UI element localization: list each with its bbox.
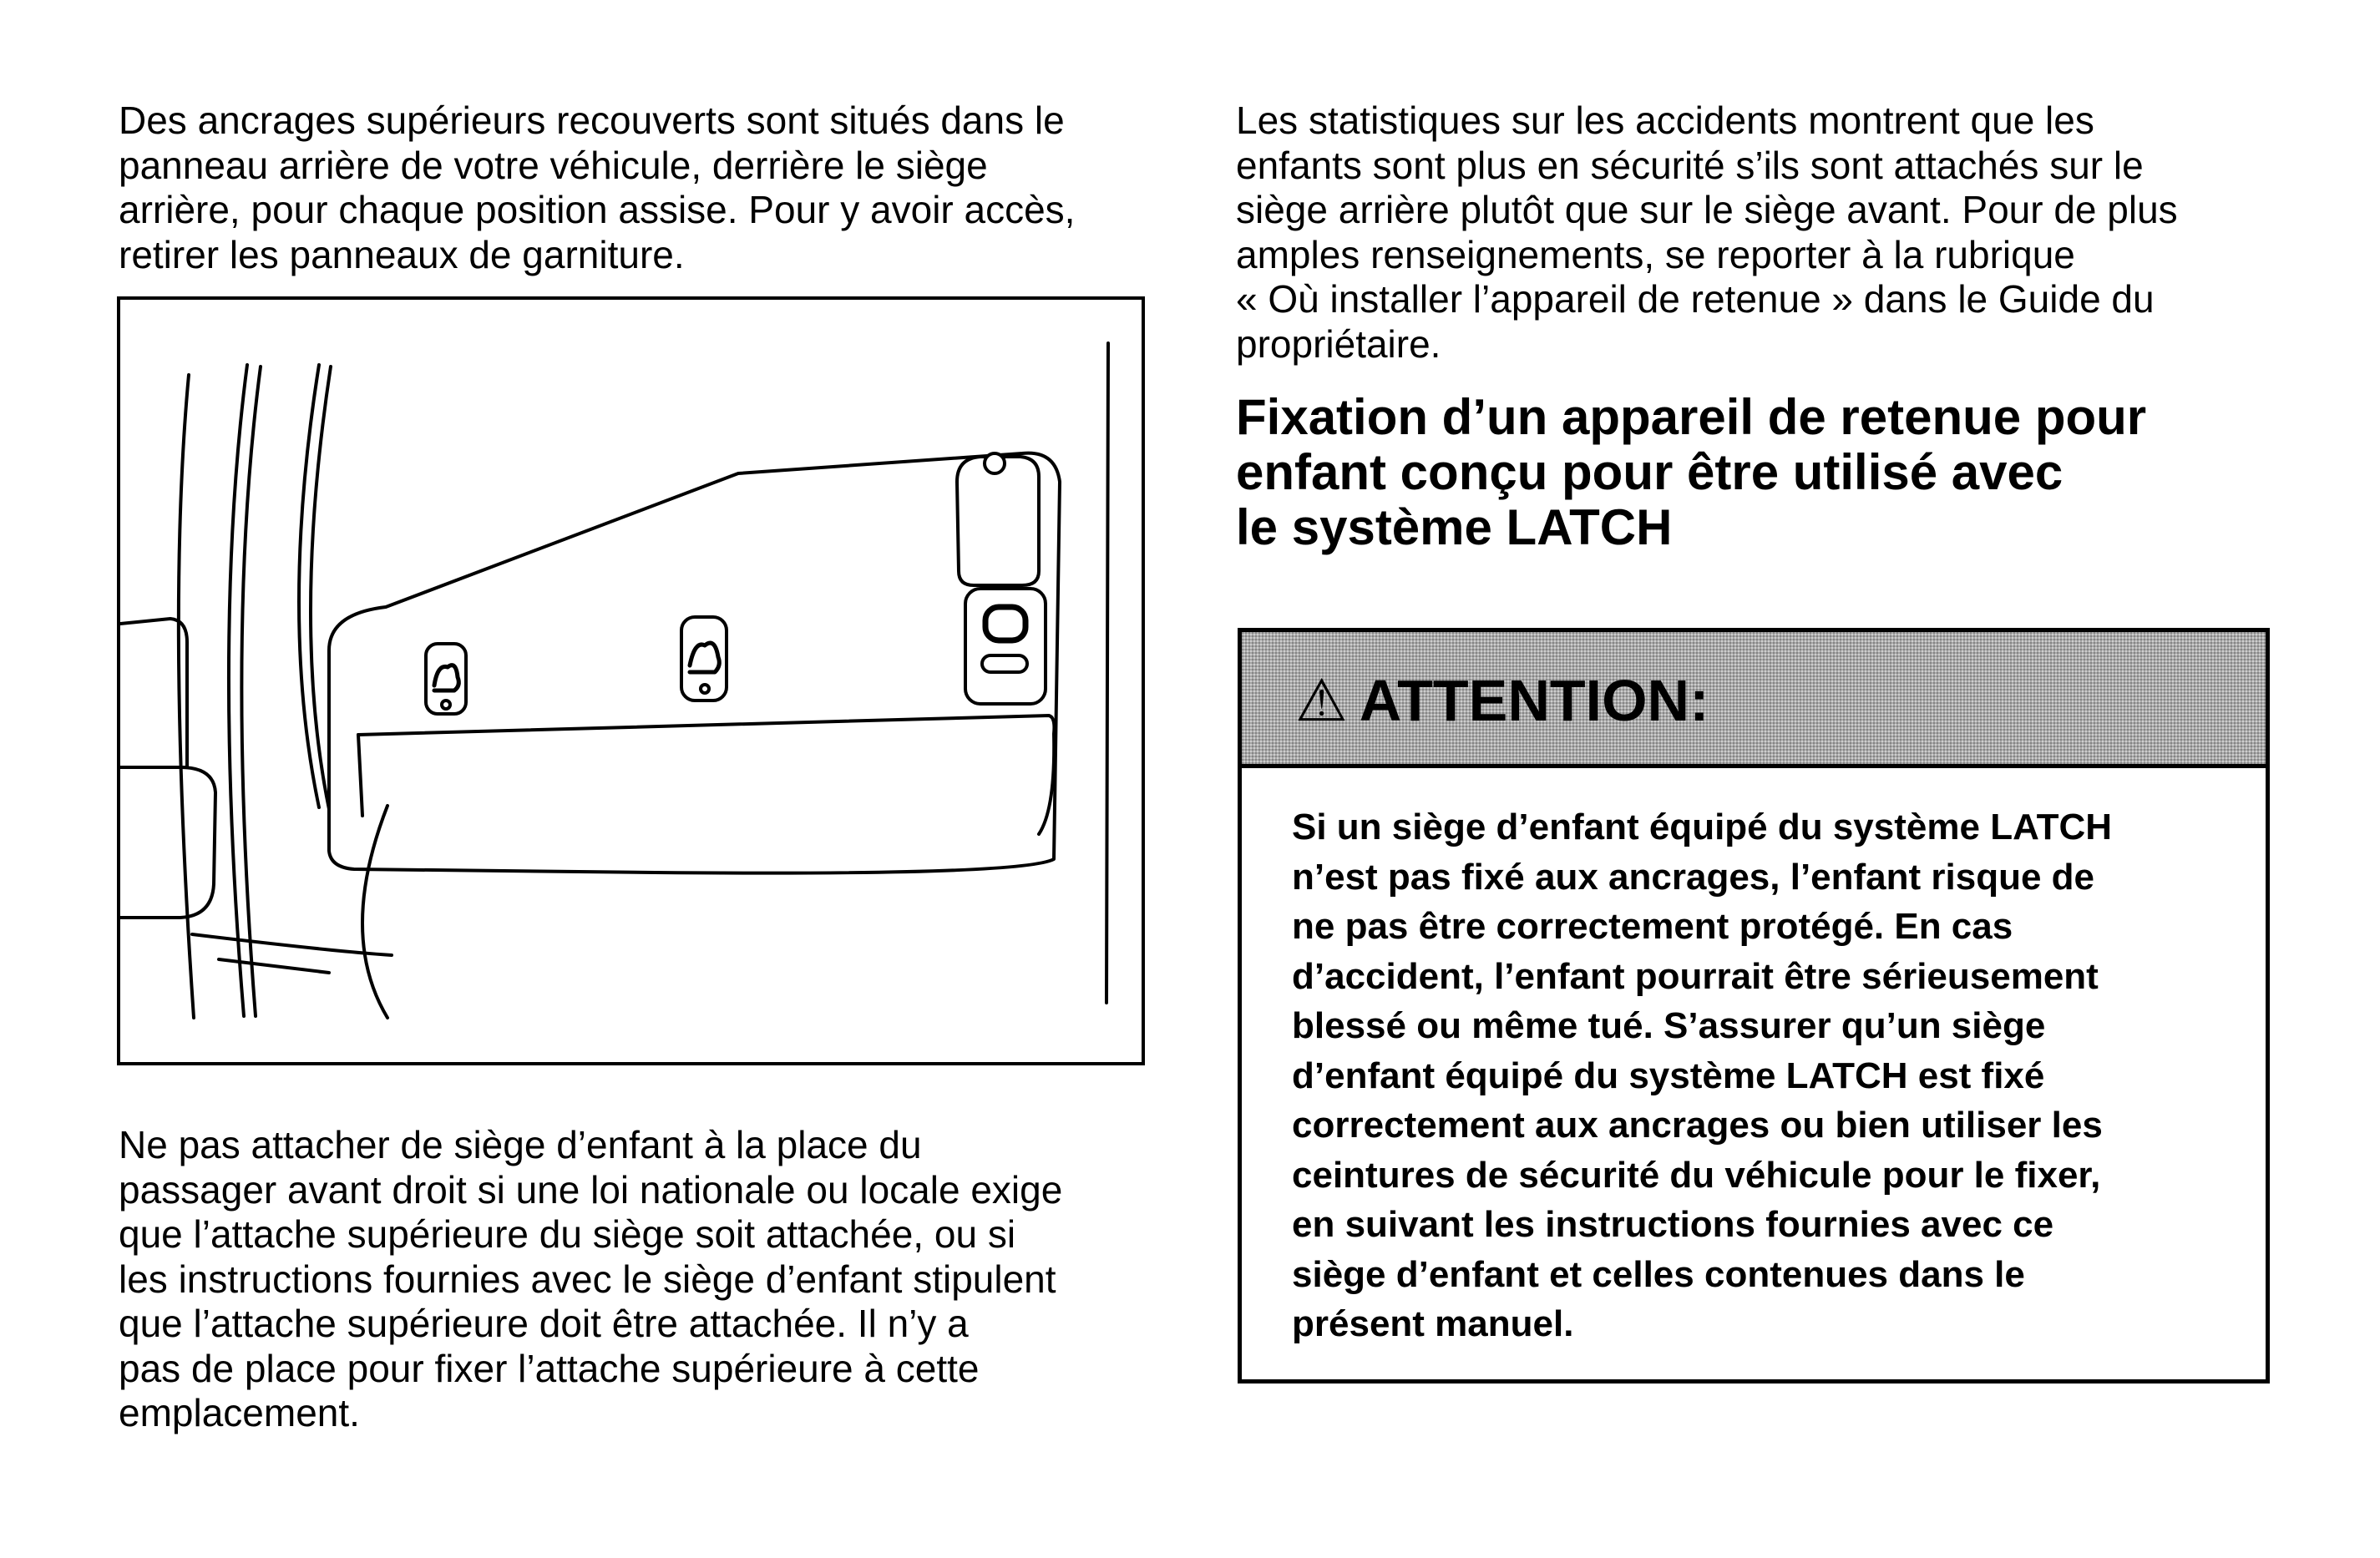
statistics-paragraph [1236,99,2271,367]
text-line: amples renseignements, se reporter à la rubrique [1236,232,2075,276]
warning-line: en suivant les instructions fournies avec ce [1292,1204,2054,1245]
anchor-hole-1 [442,701,450,709]
front-seat-paragraph [119,1123,1162,1436]
warning-line: n’est pas fixé aux ancrages, l’enfant risque de [1292,856,2095,898]
text-line: Les statistiques sur les accidents montrent que les [1236,99,2094,142]
text-line: Des ancrages supérieurs recouverts sont situés dans le [119,99,1065,142]
warning-line: siège d’enfant et celles contenues dans le [1292,1253,2025,1295]
text-line: enfants sont plus en sécurité s’ils sont attachés sur le [1236,143,2144,187]
text-line: pas de place pour fixer l’attache supérieure à cette [119,1346,980,1390]
warning-line: correctement aux ancrages ou bien utiliser les [1292,1105,2103,1146]
pillar-line [241,367,261,1016]
trim-strip [358,716,1054,834]
warning-box [1238,628,2270,1383]
warning-body [1292,802,2227,1349]
pillar-line [299,365,319,807]
panel-edge-line [1106,343,1108,1003]
warning-line: ceintures de sécurité du véhicule pour le fixer, [1292,1154,2101,1196]
text-line: panneau arrière de votre véhicule, derrière le siège [119,143,988,187]
warning-line: blessé ou même tué. S’assurer qu’un siège [1292,1005,2046,1046]
anchor-symbol-2 [690,643,719,672]
seat-curve [219,959,329,973]
warning-header [1242,632,2266,768]
anchor-flap [957,457,1039,585]
text-line: « Où installer l’appareil de retenue » dans le Guide du [1236,277,2155,321]
warning-line: ne pas être correctement protégé. En cas [1292,906,2013,947]
text-line: que l’attache supérieure doit être attachée. Il n’y a [119,1302,969,1345]
intro-paragraph [119,99,1162,277]
warning-title [1295,667,1709,734]
anchor-hole-2 [701,685,709,693]
warning-line: présent manuel. [1292,1303,1574,1344]
warning-triangle-icon: ⚠ [1295,668,1348,733]
seat-outline [120,767,215,918]
flap-hinge [985,453,1005,473]
warning-line: d’accident, l’enfant pourrait être sérieusement [1292,955,2099,997]
text-line: passager avant droit si une loi nationale ou locale exige [119,1167,1063,1211]
text-line: retirer les panneaux de garniture. [119,232,685,276]
right-column [1236,99,2271,367]
section-heading [1236,390,2271,555]
anchor-symbol-1 [434,665,458,690]
warning-line: d’enfant équipé du système LATCH est fixé [1292,1055,2045,1096]
trim-panel [329,453,1060,873]
rear-panel-anchor-illustration [120,300,1142,1062]
text-line: que l’attache supérieure du siège soit attachée, ou si [119,1212,1016,1256]
text-line: propriétaire. [1236,321,1441,366]
text-line: siège arrière plutôt que sur le siège avant. Pour de plus [1236,188,2178,231]
seat-curve [362,806,387,1018]
pillar-line [229,365,247,1016]
trim-strip [358,735,362,816]
warning-line: Si un siège d’enfant équipé du système LATCH [1292,807,2113,847]
text-line: emplacement. [119,1391,360,1434]
heading-line: Fixation d’un appareil de retenue pour [1236,389,2147,445]
heading-line: le système LATCH [1236,499,1673,555]
left-column [119,99,1162,277]
text-line: Ne pas attacher de siège d’enfant à la place du [119,1123,922,1166]
heading-line: enfant conçu pour être utilisé avec [1236,444,2064,500]
rear-panel-figure [117,296,1145,1065]
warning-title-text: ATTENTION: [1359,668,1709,733]
anchor-slot [982,655,1027,672]
text-line: les instructions fournies avec le siège d’enfant stipulent [119,1257,1056,1301]
anchor-bar [985,607,1025,640]
text-line: arrière, pour chaque position assise. Pour y avoir accès, [119,188,1076,231]
